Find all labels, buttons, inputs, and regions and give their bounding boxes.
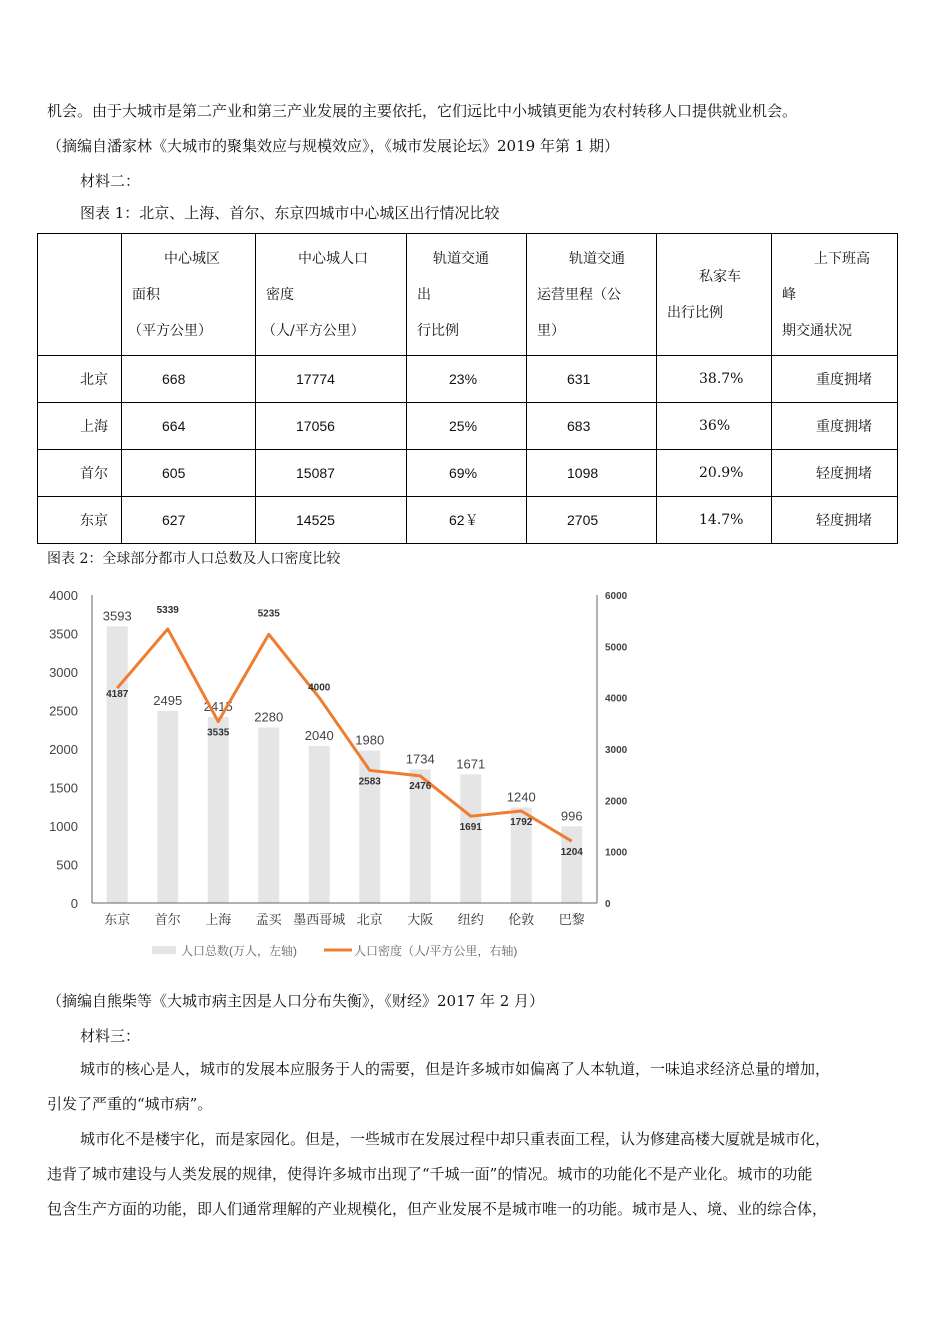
right-tick-label: 5000 bbox=[605, 642, 628, 654]
left-tick-label: 3500 bbox=[49, 626, 78, 642]
cell-area: 668 bbox=[122, 356, 256, 403]
header-area bbox=[122, 234, 256, 356]
category-label: 大阪 bbox=[407, 912, 434, 927]
table-row-tokyo bbox=[38, 497, 898, 544]
chart-title: 图表 2：全球部分都市人口总数及人口密度比较 bbox=[47, 551, 341, 567]
cell-density: 14525 bbox=[256, 497, 407, 544]
header-text: 出行比例 bbox=[667, 304, 723, 321]
cell-density: 15087 bbox=[256, 450, 407, 497]
population-bar bbox=[460, 774, 481, 903]
header-text: 期交通状况 bbox=[782, 322, 852, 339]
bar-value-label: 1734 bbox=[405, 751, 435, 767]
cell-car-share: 36% bbox=[657, 403, 772, 450]
population-bar bbox=[208, 717, 229, 903]
left-tick-label: 3000 bbox=[49, 665, 78, 680]
material-3-label: 材料三： bbox=[80, 1027, 141, 1045]
table-row-shanghai bbox=[38, 403, 898, 450]
bar-value-label: 2495 bbox=[153, 692, 183, 708]
paragraph-line: 引发了严重的“城市病”。 bbox=[47, 1095, 213, 1113]
cell-rail-share: 25% bbox=[407, 403, 527, 450]
header-text: 峰 bbox=[782, 286, 796, 303]
paragraph-line: 违背了城市建设与人类发展的规律，使得许多城市出现了“千城一面”的情况。城市的功能化不是产业化。城市的功能 bbox=[47, 1165, 813, 1183]
cell-area: 605 bbox=[122, 450, 256, 497]
right-tick-label: 0 bbox=[605, 899, 611, 910]
left-tick-label: 1000 bbox=[49, 819, 78, 834]
cell-density: 17774 bbox=[256, 356, 407, 403]
density-value-label: 4187 bbox=[106, 689, 129, 701]
header-text: 轨道交通 bbox=[569, 250, 625, 267]
density-value-label: 5235 bbox=[257, 608, 280, 620]
paragraph-line: 包含生产方面的功能，即人们通常理解的产业规模化，但产业发展不是城市唯一的功能。城市是人、境、业的综合体， bbox=[47, 1200, 828, 1218]
material-2-label: 材料二： bbox=[80, 172, 141, 190]
category-label: 巴黎 bbox=[558, 912, 585, 927]
source-citation-2: （摘编自熊柴等《大城市病主因是人口分布失衡》，《财经》2017 年 2 月） bbox=[47, 992, 545, 1010]
legend-bar-label: 人口总数(万人，左轴) bbox=[181, 944, 297, 958]
header-text: 密度 bbox=[266, 286, 294, 303]
density-value-label: 1792 bbox=[510, 817, 533, 829]
header-rail-length bbox=[527, 234, 657, 356]
population-bar bbox=[157, 711, 178, 903]
cell-traffic-status: 轻度拥堵 bbox=[772, 497, 898, 544]
paragraph-line: 城市的核心是人，城市的发展本应服务于人的需要，但是许多城市如偏离了人本轨道，一味追求经济总量的增加， bbox=[80, 1060, 831, 1078]
header-text: 中心城区 bbox=[164, 250, 220, 267]
table-title: 图表 1：北京、上海、首尔、东京四城市中心城区出行情况比较 bbox=[80, 204, 500, 222]
density-value-label: 3535 bbox=[207, 727, 230, 739]
cell-traffic-status: 重度拥堵 bbox=[772, 356, 898, 403]
bar-value-label: 996 bbox=[560, 808, 583, 824]
left-tick-label: 500 bbox=[56, 857, 78, 873]
travel-comparison-table bbox=[37, 233, 898, 544]
density-value-label: 5339 bbox=[156, 604, 179, 616]
density-value-label: 1691 bbox=[459, 822, 482, 834]
category-label: 东京 bbox=[104, 912, 131, 927]
table-row-beijing bbox=[38, 356, 898, 403]
row-city: 上海 bbox=[38, 403, 122, 450]
header-text: 出 bbox=[417, 286, 431, 303]
row-city: 首尔 bbox=[38, 450, 122, 497]
row-city: 东京 bbox=[38, 497, 122, 544]
category-label: 北京 bbox=[356, 912, 383, 927]
header-text: （平方公里） bbox=[128, 322, 212, 339]
header-text: 面积 bbox=[132, 286, 160, 303]
right-tick-label: 6000 bbox=[605, 591, 628, 602]
right-tick-label: 3000 bbox=[605, 745, 628, 756]
cell-rail-length: 1098 bbox=[527, 450, 657, 497]
table-row-seoul bbox=[38, 450, 898, 497]
population-chart bbox=[40, 578, 640, 968]
bar-value-label: 2280 bbox=[254, 709, 284, 725]
legend-line-label: 人口密度（人/平方公里，右轴) bbox=[354, 944, 518, 958]
category-label: 伦敦 bbox=[508, 912, 535, 927]
cell-area: 664 bbox=[122, 403, 256, 450]
population-bar bbox=[107, 626, 128, 903]
paragraph-line: 城市化不是楼宇化，而是家园化。但是，一些城市在发展过程中却只重表面工程，认为修建高楼大厦就是城市化， bbox=[80, 1130, 831, 1148]
header-rail-share bbox=[407, 234, 527, 356]
left-tick-label: 2000 bbox=[49, 742, 78, 757]
population-bar bbox=[258, 727, 279, 903]
bar-value-label: 2040 bbox=[304, 727, 334, 743]
cell-rail-length: 683 bbox=[527, 403, 657, 450]
row-city: 北京 bbox=[38, 356, 122, 403]
cell-density: 17056 bbox=[256, 403, 407, 450]
right-tick-label: 1000 bbox=[605, 847, 628, 859]
bar-value-label: 1980 bbox=[355, 732, 385, 748]
cell-car-share: 38.7% bbox=[657, 356, 772, 403]
chart-legend bbox=[152, 943, 517, 958]
header-text: 轨道交通 bbox=[433, 250, 489, 267]
cell-rail-share: 69% bbox=[407, 450, 527, 497]
bar-value-label: 1240 bbox=[506, 789, 536, 805]
density-value-label: 2583 bbox=[358, 776, 381, 788]
left-tick-label: 1500 bbox=[49, 780, 78, 796]
cell-traffic-status: 轻度拥堵 bbox=[772, 450, 898, 497]
category-label: 纽约 bbox=[457, 912, 484, 927]
population-bar bbox=[309, 746, 330, 903]
density-value-label: 4000 bbox=[308, 682, 331, 694]
category-label: 孟买 bbox=[255, 912, 282, 927]
source-citation-1: （摘编自潘家林《大城市的聚集效应与规模效应》，《城市发展论坛》2019 年第 1 期） bbox=[47, 137, 620, 155]
header-blank bbox=[38, 234, 122, 356]
left-tick-label: 2500 bbox=[49, 703, 78, 719]
category-label: 墨西哥城 bbox=[293, 912, 346, 927]
population-bar bbox=[359, 751, 380, 903]
left-tick-label: 0 bbox=[70, 896, 78, 911]
header-text: 行比例 bbox=[417, 322, 459, 339]
density-line bbox=[117, 629, 572, 841]
bar-value-label: 3593 bbox=[102, 608, 132, 624]
bar-value-label: 1671 bbox=[456, 756, 486, 772]
cell-rail-length: 631 bbox=[527, 356, 657, 403]
category-label: 首尔 bbox=[154, 912, 181, 927]
cell-car-share: 20.9% bbox=[657, 450, 772, 497]
cell-area: 627 bbox=[122, 497, 256, 544]
table-header-row bbox=[38, 234, 898, 356]
legend-bar-swatch bbox=[152, 946, 176, 954]
cell-rail-length: 2705 bbox=[527, 497, 657, 544]
right-tick-label: 2000 bbox=[605, 796, 628, 808]
density-value-label: 2476 bbox=[409, 780, 432, 792]
header-traffic-status bbox=[772, 234, 898, 356]
cell-rail-share: 62￥ bbox=[407, 497, 527, 544]
header-text: 运营里程（公 bbox=[537, 286, 621, 303]
intro-line: 机会。由于大城市是第二产业和第三产业发展的主要依托，它们远比中小城镇更能为农村转移人口提供就业机会。 bbox=[47, 102, 798, 120]
header-text: （人/平方公里） bbox=[262, 322, 365, 339]
header-text: 里） bbox=[537, 322, 565, 339]
density-value-label: 1204 bbox=[560, 847, 583, 859]
left-tick-label: 4000 bbox=[49, 588, 78, 603]
header-density bbox=[256, 234, 407, 356]
header-text: 中心城人口 bbox=[298, 250, 368, 267]
right-tick-label: 4000 bbox=[605, 693, 628, 705]
cell-traffic-status: 重度拥堵 bbox=[772, 403, 898, 450]
header-car-share bbox=[657, 234, 772, 356]
bar-value-label: 2415 bbox=[203, 699, 233, 715]
header-text: 私家车 bbox=[699, 268, 741, 285]
header-text: 上下班高 bbox=[814, 250, 870, 267]
category-label: 上海 bbox=[205, 912, 232, 927]
cell-rail-share: 23% bbox=[407, 356, 527, 403]
cell-car-share: 14.7% bbox=[657, 497, 772, 544]
